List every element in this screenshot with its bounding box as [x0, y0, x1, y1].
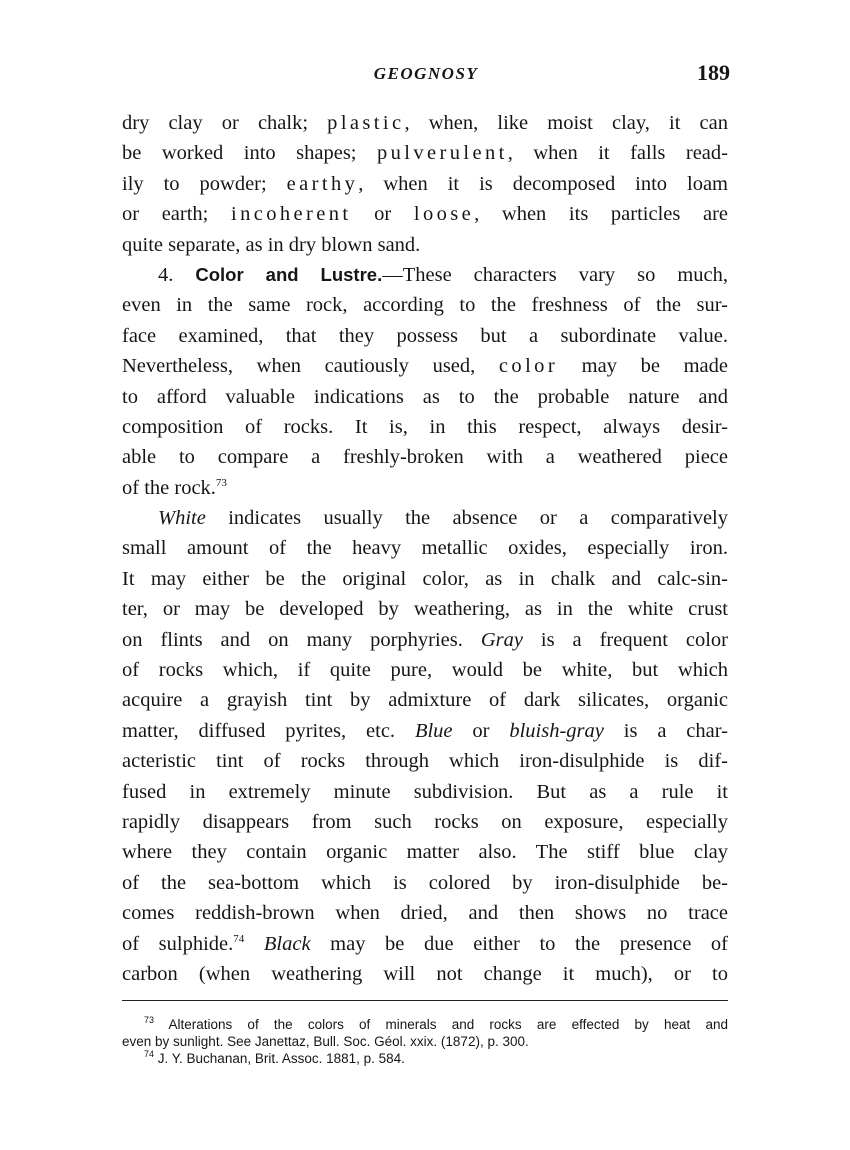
footnote-74: $^{74}$ J. Y. Buchanan, Brit. Assoc. 1881, p. 584.: [144, 1049, 405, 1066]
text-line: fused in extremely minute subdivision. But as a rule it: [122, 780, 728, 803]
footnotes: [122, 1016, 728, 1067]
footnote-ref-74: 74: [233, 932, 245, 945]
term-earthy: earthy: [286, 172, 359, 195]
text-line: small amount of the heavy metallic oxides, especially iron.: [122, 537, 728, 560]
text-line: to afford valuable indications as to the probable nature and: [122, 385, 728, 408]
term-pulverulent: pulverulent: [376, 142, 508, 165]
section-heading: Color and Lustre.: [195, 263, 383, 285]
text-line: able to compare a freshly-broken with a weathered piece: [122, 446, 728, 469]
text-line: acteristic tint of rocks through which iron-disulphide is dif-: [122, 750, 728, 773]
term-incoherent: incoherent: [231, 203, 352, 226]
term-plastic: plastic: [327, 112, 405, 134]
section-heading-line: 4. Color and Lustre.—These characters vary so much,: [158, 263, 729, 286]
footnote-73: $^{73}$ Alterations of the colors of minerals and rocks are effected by heat and: [144, 1015, 728, 1032]
text-line: White indicates usually the absence or a comparatively: [158, 507, 728, 530]
body-text: [122, 108, 728, 989]
text-line: It may either be the original color, as in chalk and calc-sin-: [122, 567, 728, 590]
text-line: on flints and on many porphyries. Gray is a frequent color: [122, 628, 728, 651]
text-line: be worked into shapes; pulverulent, when it falls read-: [122, 142, 728, 165]
text-line: acquire a grayish tint by admixture of dark silicates, organic: [122, 689, 728, 712]
text-line: ter, or may be developed by weathering, as in the white crust: [122, 598, 728, 621]
text-line: carbon (when weathering will not change it much), or to: [122, 962, 728, 985]
term-black: Black: [263, 932, 311, 955]
term-gray: Gray: [480, 628, 523, 651]
text-line: of sulphide.$^{74}$ Black may be due either to the presence of: [122, 932, 729, 955]
section-number: 4.: [158, 263, 196, 286]
text-line: composition of rocks. It is, in this respect, always desir-: [122, 415, 728, 438]
text-line: even in the same rock, according to the freshness of the sur-: [122, 294, 728, 317]
text-line: of the rock.$^{73}$: [122, 476, 227, 499]
footnote-ref-73: 73: [215, 476, 227, 489]
footnote-marker-74: 74: [144, 1049, 155, 1059]
text-line: quite separate, as in dry blown sand.: [122, 233, 421, 256]
text-line: matter, diffused pyrites, etc. Blue or bluish-gray is a char-: [122, 719, 728, 742]
text-line: or earth; incoherent or loose, when its particles are: [122, 203, 729, 226]
term-white: White: [158, 507, 206, 530]
term-color: color: [498, 355, 559, 378]
text-line: rapidly disappears from such rocks on exposure, especially: [122, 810, 728, 833]
term-loose: loose: [413, 203, 475, 226]
text-line: comes reddish-brown when dried, and then shows no trace: [122, 902, 728, 925]
page-number: 189: [697, 60, 730, 85]
text-line: ily to powder; earthy, when it is decomposed into loam: [122, 172, 728, 195]
text-line: face examined, that they possess but a subordinate value.: [122, 324, 728, 347]
text-line: where they contain organic matter also. The stiff blue clay: [122, 841, 728, 864]
footnote-divider: [122, 1000, 728, 1001]
term-bluish-gray: bluish-gray: [509, 719, 604, 742]
footnote-73-continued: even by sunlight. See Janettaz, Bull. Soc. Géol. xxix. (1872), p. 300.: [122, 1034, 529, 1049]
running-title: GEOGNOSY: [373, 64, 479, 83]
text-line: of the sea-bottom which is colored by iron-disulphide be-: [122, 871, 728, 894]
footnote-marker-73: 73: [144, 1015, 155, 1025]
text-line: Nevertheless, when cautiously used, color may be made: [122, 355, 728, 378]
running-head: [122, 60, 730, 90]
text-line: of rocks which, if quite pure, would be white, but which: [122, 659, 728, 682]
term-blue: Blue: [414, 719, 453, 742]
text-line: dry clay or chalk; plastic, when, like moist clay, it can: [122, 112, 729, 134]
